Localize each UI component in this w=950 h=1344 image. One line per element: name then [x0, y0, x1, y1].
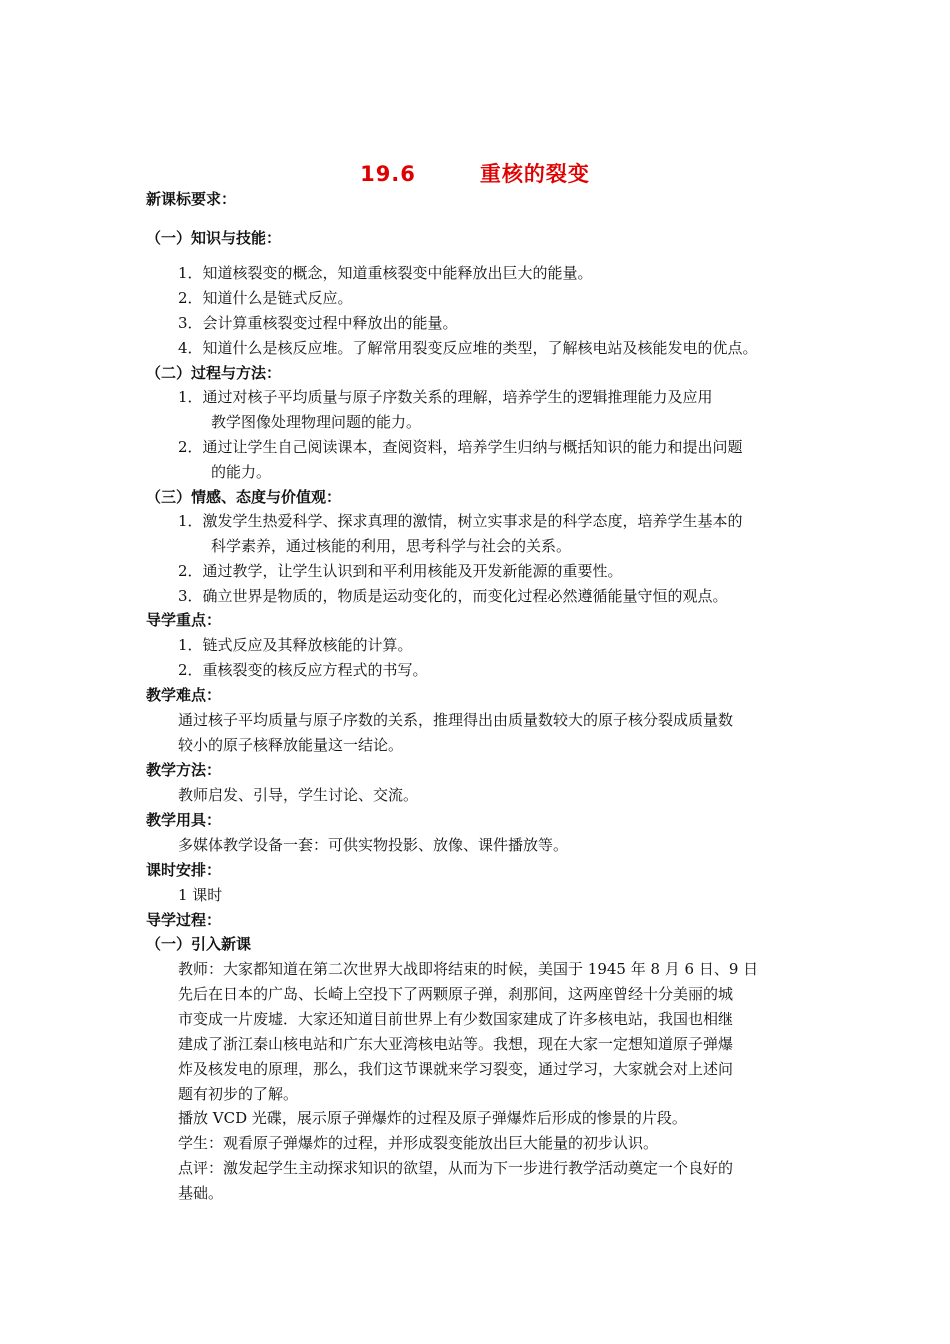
teacher-text-line: 先后在日本的广岛、长崎上空投下了两颗原子弹，刹那间，这两座曾经十分美丽的城 — [178, 985, 734, 1003]
knowledge-heading: （一）知识与技能： — [146, 229, 282, 247]
values-item-1-cont: 科学素养，通过核能的利用，思考科学与社会的关系。 — [211, 537, 572, 555]
values-item-3: 3．确立世界是物质的，物质是运动变化的，而变化过程必然遵循能量守恒的观点。 — [178, 587, 728, 605]
values-item-2: 2．通过教学，让学生认识到和平利用核能及开发新能源的重要性。 — [178, 562, 623, 580]
page-title — [0, 158, 950, 188]
title-number: 19.6 — [360, 162, 416, 186]
process-item-1: 1．通过对核子平均质量与原子序数关系的理解，培养学生的逻辑推理能力及应用 — [178, 388, 713, 406]
schedule-heading: 课时安排： — [146, 861, 222, 879]
teacher-text-line: 建成了浙江秦山核电站和广东大亚湾核电站等。我想，现在大家一定想知道原子弹爆 — [178, 1035, 734, 1053]
key-points-heading: 导学重点： — [146, 611, 222, 629]
key-points-item-1: 1．链式反应及其释放核能的计算。 — [178, 636, 413, 654]
key-points-item-2: 2．重核裂变的核反应方程式的书写。 — [178, 661, 428, 679]
student-text: 学生：观看原子弹爆炸的过程，并形成裂变能放出巨大能量的初步认识。 — [178, 1134, 659, 1152]
teacher-text-line: 市变成一片废墟．大家还知道目前世界上有少数国家建成了许多核电站，我国也相继 — [178, 1010, 734, 1028]
guide-process-heading: 导学过程： — [146, 911, 222, 929]
difficulties-text: 通过核子平均质量与原子序数的关系，推理得出由质量数较大的原子核分裂成质量数 — [178, 711, 734, 729]
methods-text: 教师启发、引导，学生讨论、交流。 — [178, 786, 419, 804]
knowledge-item: 3．会计算重核裂变过程中释放出的能量。 — [178, 314, 458, 332]
process-item-2: 2．通过让学生自己阅读课本，查阅资料，培养学生归纳与概括知识的能力和提出问题 — [178, 438, 743, 456]
comment-text: 点评：激发起学生主动探求知识的欲望，从而为下一步进行教学活动奠定一个良好的 — [178, 1159, 734, 1177]
requirements-heading: 新课标要求： — [146, 190, 237, 208]
knowledge-item: 1．知道核裂变的概念，知道重核裂变中能释放出巨大的能量。 — [178, 264, 593, 282]
title-text: 重核的裂变 — [479, 162, 590, 186]
tools-heading: 教学用具： — [146, 811, 222, 829]
difficulties-heading: 教学难点： — [146, 686, 222, 704]
knowledge-item: 2．知道什么是链式反应。 — [178, 289, 353, 307]
values-item-1: 1．激发学生热爱科学、探求真理的激情，树立实事求是的科学态度，培养学生基本的 — [178, 512, 743, 530]
teacher-text-line: 教师：大家都知道在第二次世界大战即将结束的时候，美国于 1945 年 8 月 6 日、9 日 — [178, 960, 759, 978]
knowledge-item: 4．知道什么是核反应堆。了解常用裂变反应堆的类型，了解核电站及核能发电的优点。 — [178, 339, 758, 357]
schedule-text: 1 课时 — [178, 886, 223, 904]
values-heading: （三）情感、态度与价值观： — [146, 488, 342, 506]
tools-text: 多媒体教学设备一套：可供实物投影、放像、课件播放等。 — [178, 836, 569, 854]
vcd-text: 播放 VCD 光碟，展示原子弹爆炸的过程及原子弹爆炸后形成的惨景的片段。 — [178, 1109, 687, 1127]
difficulties-text-cont: 较小的原子核释放能量这一结论。 — [178, 736, 404, 754]
comment-text-cont: 基础。 — [178, 1184, 224, 1202]
teacher-text-line: 炸及核发电的原理，那么，我们这节课就来学习裂变，通过学习，大家就会对上述问 — [178, 1060, 734, 1078]
process-item-1-cont: 教学图像处理物理问题的能力。 — [211, 413, 422, 431]
process-item-2-cont: 的能力。 — [211, 463, 272, 481]
intro-heading: （一）引入新课 — [146, 935, 252, 953]
process-heading: （二）过程与方法： — [146, 364, 282, 382]
teacher-text-line: 题有初步的了解。 — [178, 1085, 299, 1103]
methods-heading: 教学方法： — [146, 761, 222, 779]
